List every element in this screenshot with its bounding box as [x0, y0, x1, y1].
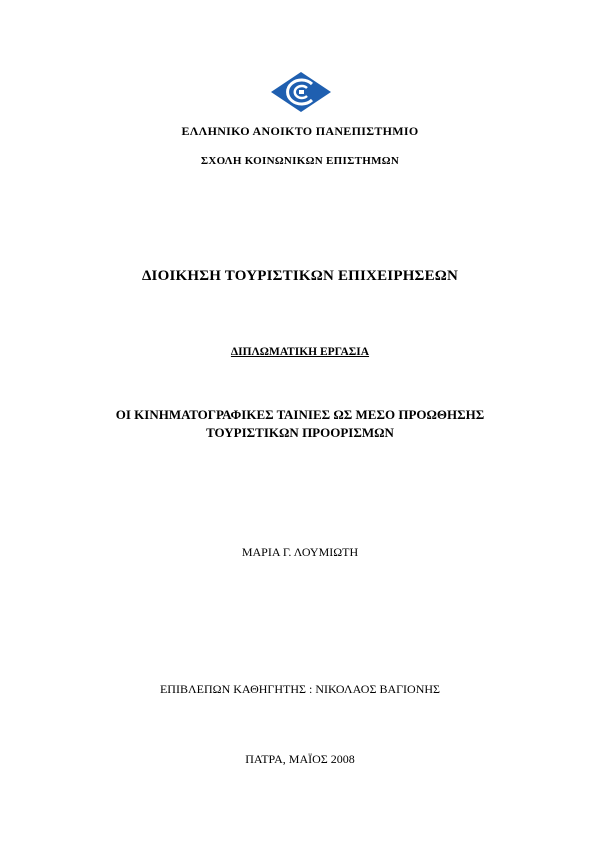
thesis-title-line-2: ΤΟΥΡΙΣΤΙΚΩΝ ΠΡΟΟΡΙΣΜΩΝ [206, 425, 394, 440]
thesis-title-line-1: ΟΙ ΚΙΝΗΜΑΤΟΓΡΑΦΙΚΕΣ ΤΑΙΝΙΕΣ ΩΣ ΜΕΣΟ ΠΡΟΩΘΗΣΗΣ [115, 407, 485, 422]
logo-center-mark [299, 90, 304, 94]
school-name: ΣΧΟΛΗ ΚΟΙΝΩΝΙΚΩΝ ΕΠΙΣΤΗΜΩΝ [200, 155, 400, 167]
program-name: ΔΙΟΙΚΗΣΗ ΤΟΥΡΙΣΤΙΚΩΝ ΕΠΙΧΕΙΡΗΣΕΩΝ [141, 268, 459, 284]
university-logo [271, 72, 331, 112]
author-name: ΜΑΡΙΑ Γ. ΛΟΥΜΙΩΤΗ [241, 545, 359, 559]
supervisor: ΕΠΙΒΛΕΠΩΝ ΚΑΘΗΓΗΤΗΣ : ΝΙΚΟΛΑΟΣ ΒΑΓΙΟΝΗΣ [159, 682, 441, 696]
university-name: ΕΛΛΗΝΙΚΟ ΑΝΟΙΚΤΟ ΠΑΝΕΠΙΣΤΗΜΙΟ [181, 124, 419, 138]
thesis-type: ΔΙΠΛΩΜΑΤΙΚΗ ΕΡΓΑΣΙΑ [230, 346, 370, 358]
place-date: ΠΑΤΡΑ, ΜΑΪΟΣ 2008 [245, 752, 355, 766]
